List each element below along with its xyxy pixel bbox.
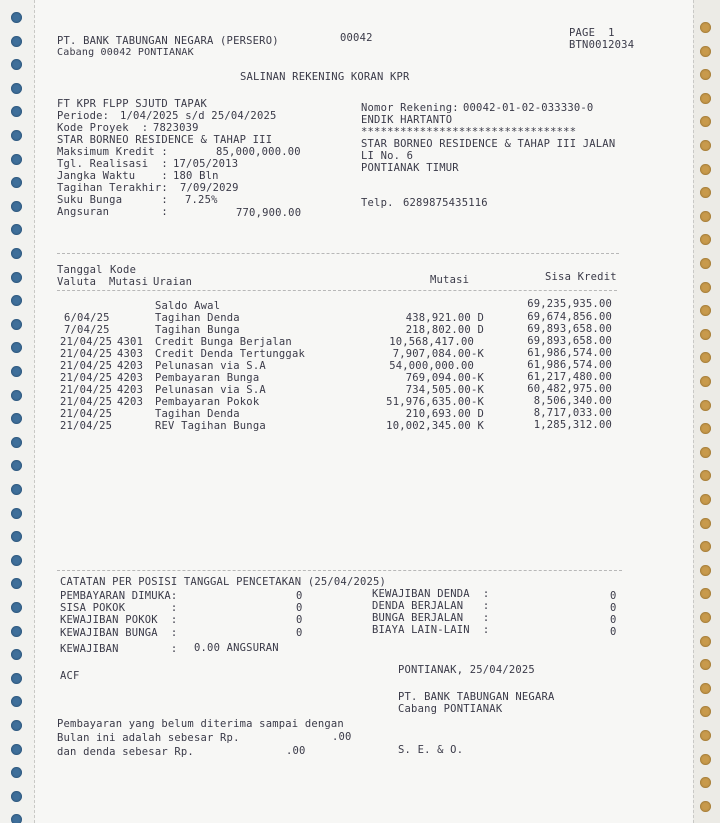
table-row [0, 312, 720, 324]
separator-stars: ********************************* [361, 126, 577, 138]
tx-desc: Tagihan Denda [155, 408, 240, 420]
tractor-hole [700, 801, 711, 812]
note-line-1: Pembayaran yang belum diterima sampai dengan [57, 718, 344, 730]
tx-desc: Credit Bunga Berjalan [155, 336, 292, 348]
tx-balance: 69,235,935.00 [527, 298, 612, 310]
tractor-hole [700, 282, 711, 293]
address-line-1: STAR BORNEO RESIDENCE & TAHAP III JALAN [361, 138, 616, 150]
tx-date: 21/04/25 [60, 360, 113, 372]
col-kode: Kode [110, 264, 137, 276]
tx-amount: 10,568,417.00 [389, 336, 474, 348]
col-mutasi-amount: Mutasi [430, 274, 470, 286]
document-id: BTN0012034 [569, 39, 635, 51]
place-date: PONTIANAK, 25/04/2025 [398, 664, 535, 676]
table-row [0, 420, 720, 432]
tx-balance: 69,893,658.00 [527, 335, 612, 347]
bank-name: PT. BANK TABUNGAN NEGARA (PERSERO) [57, 35, 279, 47]
tractor-hole [11, 12, 22, 23]
tractor-hole [700, 140, 711, 151]
tractor-hole [700, 69, 711, 80]
tractor-hole [700, 470, 711, 481]
divider [57, 570, 622, 571]
tx-date: 21/04/25 [60, 348, 113, 360]
table-row [0, 384, 720, 396]
tractor-hole [700, 447, 711, 458]
tractor-hole [11, 272, 22, 283]
note-label: KEWAJIBAN POKOK : [60, 614, 178, 626]
tx-date: 21/04/25 [60, 408, 113, 420]
note-line-3: dan denda sebesar Rp. [57, 746, 194, 758]
page-title: SALINAN REKENING KORAN KPR [240, 71, 410, 83]
info-term-value: 180 Bln [173, 170, 219, 182]
tx-desc: Tagihan Denda [155, 312, 240, 324]
tx-balance: 61,986,574.00 [527, 347, 612, 359]
col-tanggal: Tanggal [57, 264, 103, 276]
branch-code: 00042 [340, 32, 373, 44]
tractor-hole [11, 649, 22, 660]
table-row [0, 372, 720, 384]
tx-amount: 210,693.00 D [405, 408, 484, 420]
tractor-hole [700, 588, 711, 599]
tractor-hole [700, 706, 711, 717]
tractor-hole [11, 224, 22, 235]
tractor-hole [11, 578, 22, 589]
tx-amount: 438,921.00 D [405, 312, 484, 324]
table-row [0, 300, 720, 312]
tractor-hole [700, 636, 711, 647]
tractor-hole [11, 814, 22, 823]
note-line-2-value: .00 [332, 731, 352, 743]
note-value: 0 [610, 614, 617, 626]
tractor-hole [11, 106, 22, 117]
tractor-hole [11, 460, 22, 471]
tractor-hole [11, 59, 22, 70]
tx-balance: 69,674,856.00 [527, 311, 612, 323]
tx-amount: 7,907,084.00-K [392, 348, 484, 360]
tractor-hole [700, 494, 711, 505]
tx-balance: 1,285,312.00 [533, 419, 612, 431]
kewajiban-value: 0.00 ANGSURAN [194, 642, 279, 654]
tractor-hole [700, 93, 711, 104]
tractor-hole [11, 36, 22, 47]
tx-code: 4203 [117, 360, 144, 372]
tractor-hole [700, 683, 711, 694]
tx-desc: Pelunasan via S.A [155, 384, 266, 396]
note-label: DENDA BERJALAN : [372, 600, 490, 612]
table-row [0, 348, 720, 360]
note-value: 0 [610, 602, 617, 614]
tx-code: 4203 [117, 384, 144, 396]
tx-date: 6/04/25 [64, 312, 110, 324]
page-number: PAGE 1 [569, 27, 615, 39]
note-label: PEMBAYARAN DIMUKA: [60, 590, 178, 602]
phone-label: Telp. [361, 197, 401, 209]
tx-date: 7/04/25 [64, 324, 110, 336]
account-holder: ENDIK HARTANTO [361, 114, 453, 126]
note-value: 0 [296, 590, 303, 602]
note-line-2: Bulan ini adalah sebesar Rp. [57, 732, 240, 744]
note-label: BUNGA BERJALAN : [372, 612, 490, 624]
col-mutasi: Mutasi [109, 276, 149, 288]
tx-code: 4303 [117, 348, 144, 360]
tx-date: 21/04/25 [60, 420, 113, 432]
tx-code: 4203 [117, 372, 144, 384]
acf-label: ACF [60, 670, 80, 682]
info-realization-label: Tgl. Realisasi : [57, 158, 175, 170]
tractor-hole [11, 508, 22, 519]
tractor-hole [11, 130, 22, 141]
tractor-hole [11, 673, 22, 684]
tractor-hole [11, 626, 22, 637]
tx-amount: 51,976,635.00-K [386, 396, 484, 408]
account-number: 00042-01-02-033330-0 [463, 102, 594, 114]
branch-name: Cabang 00042 PONTIANAK [57, 47, 194, 58]
info-installment-value: 770,900.00 [236, 207, 302, 219]
signature-bank: PT. BANK TABUNGAN NEGARA [398, 691, 555, 703]
info-term-label: Jangka Waktu : [57, 170, 175, 182]
tractor-hole [11, 437, 22, 448]
tractor-hole [11, 248, 22, 259]
tx-desc: Saldo Awal [155, 300, 221, 312]
tx-balance: 8,506,340.00 [533, 395, 612, 407]
tractor-hole [11, 744, 22, 755]
tx-date: 21/04/25 [60, 372, 113, 384]
info-last-bill-label: Tagihan Terakhir: [57, 182, 175, 194]
info-max-credit-value: 85,000,000.00 [216, 146, 301, 158]
tractor-hole [700, 541, 711, 552]
tx-amount: 218,802.00 D [405, 324, 484, 336]
note-line-3-value: .00 [286, 745, 306, 757]
col-sisa-kredit: Sisa Kredit [545, 271, 617, 283]
tractor-hole [700, 777, 711, 788]
tractor-hole [700, 164, 711, 175]
tractor-hole [700, 187, 711, 198]
divider [57, 253, 619, 254]
tractor-hole [11, 531, 22, 542]
info-project-label: Kode Proyek : [57, 122, 155, 134]
tx-amount: 734,505.00-K [405, 384, 484, 396]
tx-desc: Credit Denda Tertunggak [155, 348, 305, 360]
tx-date: 21/04/25 [60, 384, 113, 396]
tractor-hole [700, 518, 711, 529]
address-line-3: PONTIANAK TIMUR [361, 162, 459, 174]
tractor-hole [11, 555, 22, 566]
tx-code: 4301 [117, 336, 144, 348]
tractor-hole [700, 258, 711, 269]
tx-balance: 61,986,574.00 [527, 359, 612, 371]
tx-balance: 60,482,975.00 [527, 383, 612, 395]
info-project-name: STAR BORNEO RESIDENCE & TAHAP III [57, 134, 273, 146]
info-rate-value: 7.25% [185, 194, 218, 206]
tractor-hole [11, 83, 22, 94]
info-rate-label: Suku Bunga : [57, 194, 175, 206]
seo-mark: S. E. & O. [398, 744, 464, 756]
tx-desc: Tagihan Bunga [155, 324, 240, 336]
kewajiban-label: KEWAJIBAN : [60, 643, 178, 655]
tractor-hole [700, 754, 711, 765]
tractor-hole [11, 696, 22, 707]
info-installment-label: Angsuran : [57, 206, 168, 218]
tractor-hole [11, 177, 22, 188]
tx-date: 21/04/25 [60, 336, 113, 348]
note-value: 0 [296, 614, 303, 626]
tractor-hole [11, 767, 22, 778]
table-row [0, 324, 720, 336]
tx-code: 4203 [117, 396, 144, 408]
notes-title: CATATAN PER POSISI TANGGAL PENCETAKAN (25/04/2025) [60, 576, 387, 588]
tx-desc: Pelunasan via S.A [155, 360, 266, 372]
tx-amount: 54,000,000.00 [389, 360, 474, 372]
info-realization-value: 17/05/2013 [173, 158, 239, 170]
tx-desc: Pembayaran Pokok [155, 396, 260, 408]
table-row [0, 336, 720, 348]
table-row [0, 360, 720, 372]
note-label: SISA POKOK : [60, 602, 178, 614]
signature-branch: Cabang PONTIANAK [398, 703, 503, 715]
tractor-hole [700, 46, 711, 57]
info-project-value: 7823039 [153, 122, 199, 134]
col-valuta: Valuta [57, 276, 97, 288]
info-period-value: 1/04/2025 s/d 25/04/2025 [120, 110, 277, 122]
info-product: FT KPR FLPP SJUTD TAPAK [57, 98, 207, 110]
note-label: KEWAJIBAN DENDA : [372, 588, 490, 600]
tractor-hole [700, 659, 711, 670]
note-label: KEWAJIBAN BUNGA : [60, 627, 178, 639]
tx-balance: 69,893,658.00 [527, 323, 612, 335]
table-row [0, 396, 720, 408]
note-value: 0 [296, 602, 303, 614]
account-number-label: Nomor Rekening: [361, 102, 466, 114]
tractor-hole [11, 791, 22, 802]
tractor-hole [700, 116, 711, 127]
tractor-hole [11, 720, 22, 731]
note-value: 0 [610, 626, 617, 638]
tx-date: 21/04/25 [60, 396, 113, 408]
info-period-label: Periode: [57, 110, 116, 122]
tractor-hole [11, 154, 22, 165]
tractor-hole [700, 211, 711, 222]
tx-desc: Pembayaran Bunga [155, 372, 260, 384]
note-value: 0 [610, 590, 617, 602]
tx-balance: 61,217,480.00 [527, 371, 612, 383]
divider [57, 290, 617, 291]
col-uraian: Uraian [153, 276, 193, 288]
note-label: BIAYA LAIN-LAIN : [372, 624, 490, 636]
info-last-bill-value: 7/09/2029 [180, 182, 239, 194]
tx-desc: REV Tagihan Bunga [155, 420, 266, 432]
tractor-hole [11, 484, 22, 495]
tx-amount: 10,002,345.00 K [386, 420, 484, 432]
tractor-hole [700, 22, 711, 33]
tractor-hole [700, 565, 711, 576]
tractor-hole [11, 201, 22, 212]
tractor-hole [700, 730, 711, 741]
tractor-hole [700, 612, 711, 623]
info-max-credit-label: Maksimum Kredit : [57, 146, 168, 158]
tractor-hole [700, 234, 711, 245]
tx-amount: 769,094.00-K [405, 372, 484, 384]
tractor-hole [11, 602, 22, 613]
phone-number: 6289875435116 [403, 197, 488, 209]
table-row [0, 408, 720, 420]
tx-balance: 8,717,033.00 [533, 407, 612, 419]
note-value: 0 [296, 627, 303, 639]
address-line-2: LI No. 6 [361, 150, 414, 162]
